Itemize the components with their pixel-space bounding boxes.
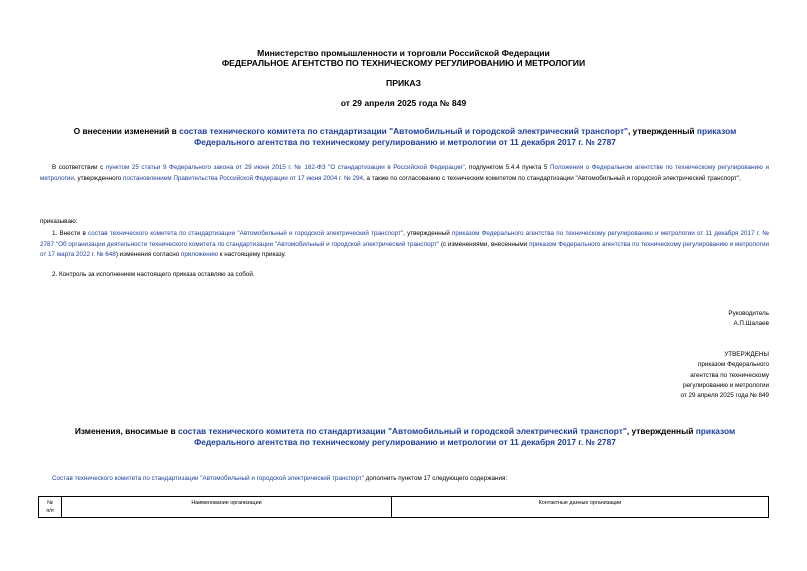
item1-text-3: (с изменениями, внесенными [438,240,530,248]
signature-position: Руководитель [728,310,769,317]
item1-text-5: к настоящему приказу. [218,251,286,259]
preamble-text-1: В соответствии с [52,164,106,171]
preamble-text-4: , а также по согласованию с техническим комитетом по стандартизации "Автомобильный и городской электрический транспорт", [363,174,741,182]
order-title [60,126,750,148]
organization-table [38,496,769,518]
changes-title [60,426,750,448]
changes-title-prefix: Изменения, вносимые в [74,426,178,436]
ministry-name: Министерство промышленности и торговли Российской Федерации [257,48,550,58]
item1-link-order-2022[interactable]: приказом Федерального агентства по техническому регулированию и метрологии от 17 марта 2022 г. № 648 [40,240,770,259]
item1-link-appendix[interactable]: приложению [180,251,219,259]
changes-title-link-committee[interactable]: состав технического комитета по стандартизации "Автомобильный и городской электрический транспорт" [177,426,627,436]
item1-text-1: 1. Внести в [52,230,89,237]
title-link-committee[interactable]: состав технического комитета по стандартизации "Автомобильный и городской электрический транспорт" [179,126,629,136]
changes-intro [40,474,769,485]
agency-name: ФЕДЕРАЛЬНОЕ АГЕНТСТВО ПО ТЕХНИЧЕСКОМУ РЕГУЛИРОВАНИЮ И МЕТРОЛОГИИ [221,58,586,68]
table-header-number-line-2: п/п [46,508,54,514]
preamble-paragraph [40,163,769,184]
item1-link-committee[interactable]: состав технического комитета по стандартизации "Автомобильный и городской электрический транспорт" [88,230,404,237]
approved-line-3: агентства по техническому [690,371,769,379]
approved-line-2: приказом Федерального [697,361,769,369]
table-header-number [39,497,62,518]
changes-title-middle: , утвержденный [626,426,696,436]
document-date-number: от 29 апреля 2025 года № 849 [340,98,467,108]
title-prefix: О внесении изменений в [73,126,180,136]
item-1-paragraph [40,229,769,261]
order-word: приказываю: [40,218,78,225]
preamble-link-regulation[interactable]: Положения о Федеральном агентстве по техническому регулированию и метрологии [40,164,769,182]
approved-line-4: регулированию и метрологии [683,381,769,389]
item1-link-order-2017[interactable]: приказом Федерального агентства по техническому регулированию и метрологии от 11 декабря 2017 г. № 2787 "Об организации деятельности технического комитета по стандартизации "Автомобильный и городской электрический транспорт" [40,230,770,248]
changes-intro-link[interactable]: Состав технического комитета по стандартизации "Автомобильный и городской электрический транспорт" [52,475,364,482]
item1-text-4: ) изменения согласно [115,251,181,259]
table-header-contacts: Контактные данные организации [392,497,769,518]
signature-name: А.П.Шалаев [733,320,769,328]
signature-block [728,309,769,330]
title-link-order[interactable]: приказом Федерального агентства по техническому регулированию и метрологии от 11 декабря 2017 г. № 2787 [194,126,737,147]
preamble-text-2: , подпунктом 5.4.4 пункта 5 [464,164,550,171]
item-2-paragraph: 2. Контроль за исполнением настоящего приказа оставляю за собой. [52,271,255,278]
approval-stamp [680,350,769,401]
preamble-link-law[interactable]: пунктом 25 статьи 9 Федерального закона от 29 июня 2015 г. № 162-ФЗ "О стандартизации в Российской Федерации" [105,164,465,171]
approved-line-1: УТВЕРЖДЕНЫ [724,351,769,358]
table-header-org-name: Наименование организации [62,497,392,518]
changes-title-link-order[interactable]: приказом Федерального агентства по техническому регулированию и метрологии от 11 декабря 2017 г. № 2787 [194,426,736,447]
title-middle: , утвержденный [628,126,697,136]
preamble-link-decree[interactable]: постановлением Правительства Российской Федерации от 17 июня 2004 г. № 294 [123,174,363,182]
document-type: ПРИКАЗ [386,78,421,88]
preamble-text-3: , утвержденного [73,174,124,182]
item1-text-2: , утвержденный [403,230,452,237]
approved-line-5: от 29 апреля 2025 года № 849 [680,392,769,400]
changes-intro-text: дополнить пунктом 17 следующего содержания: [363,475,508,482]
table-header-number-line-1: № [47,500,53,506]
table-header-row [39,497,769,518]
